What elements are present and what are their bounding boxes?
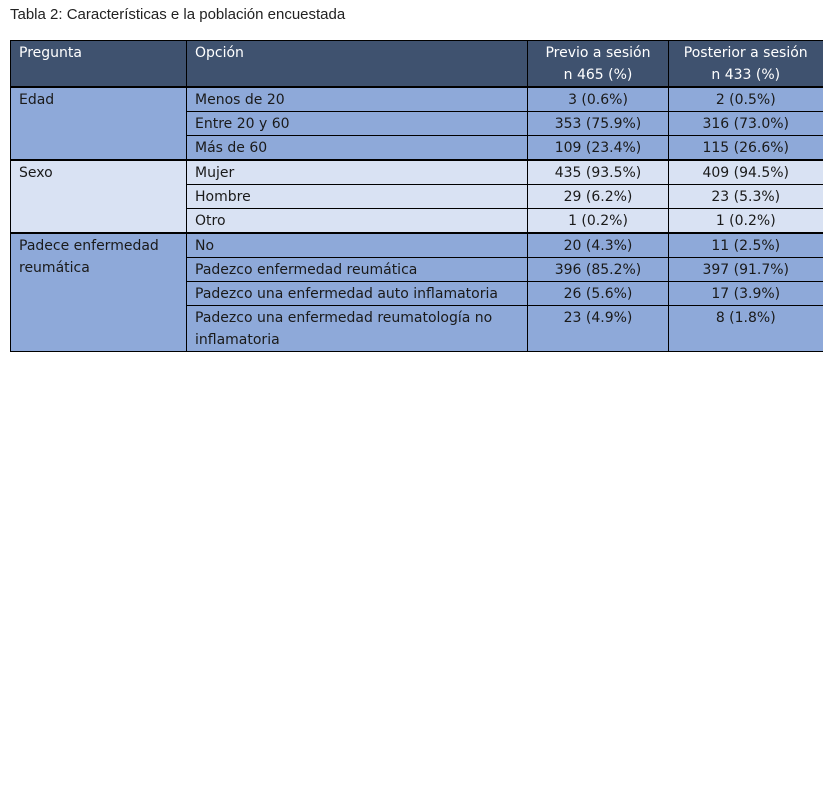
option-cell: Otro bbox=[187, 209, 528, 234]
posterior-cell: 409 (94.5%) bbox=[669, 160, 823, 185]
posterior-cell: 397 (91.7%) bbox=[669, 258, 823, 282]
previo-cell: 435 (93.5%) bbox=[528, 160, 669, 185]
group-label-sexo: Sexo bbox=[11, 160, 187, 233]
header-opcion: Opción bbox=[187, 41, 528, 88]
option-cell: Padezco una enfermedad auto inflamatoria bbox=[187, 282, 528, 306]
posterior-cell: 2 (0.5%) bbox=[669, 87, 823, 112]
option-cell: No bbox=[187, 233, 528, 258]
header-row bbox=[11, 41, 823, 88]
option-cell: Mujer bbox=[187, 160, 528, 185]
previo-cell: 26 (5.6%) bbox=[528, 282, 669, 306]
header-posterior bbox=[669, 41, 823, 88]
table-row bbox=[11, 160, 823, 185]
group-label-edad: Edad bbox=[11, 87, 187, 160]
option-cell: Menos de 20 bbox=[187, 87, 528, 112]
option-cell: Más de 60 bbox=[187, 136, 528, 161]
header-previo bbox=[528, 41, 669, 88]
previo-cell: 109 (23.4%) bbox=[528, 136, 669, 161]
posterior-cell: 11 (2.5%) bbox=[669, 233, 823, 258]
posterior-cell: 316 (73.0%) bbox=[669, 112, 823, 136]
header-previo-n: n 465 (%) bbox=[563, 67, 633, 83]
previo-cell: 1 (0.2%) bbox=[528, 209, 669, 234]
previo-cell: 29 (6.2%) bbox=[528, 185, 669, 209]
previo-cell: 20 (4.3%) bbox=[528, 233, 669, 258]
header-posterior-n: n 433 (%) bbox=[711, 67, 781, 83]
option-cell: Padezco una enfermedad reumatología no inflamatoria bbox=[187, 306, 528, 352]
header-pregunta: Pregunta bbox=[11, 41, 187, 88]
table-row bbox=[11, 87, 823, 112]
posterior-cell: 115 (26.6%) bbox=[669, 136, 823, 161]
previo-cell: 23 (4.9%) bbox=[528, 306, 669, 352]
previo-cell: 3 (0.6%) bbox=[528, 87, 669, 112]
table-row bbox=[11, 233, 823, 258]
option-cell: Entre 20 y 60 bbox=[187, 112, 528, 136]
previo-cell: 353 (75.9%) bbox=[528, 112, 669, 136]
posterior-cell: 8 (1.8%) bbox=[669, 306, 823, 352]
table-caption: Tabla 2: Características e la población encuestada bbox=[10, 6, 346, 23]
option-cell: Hombre bbox=[187, 185, 528, 209]
posterior-cell: 23 (5.3%) bbox=[669, 185, 823, 209]
characteristics-table bbox=[10, 40, 823, 352]
posterior-cell: 17 (3.9%) bbox=[669, 282, 823, 306]
group-label-enfermedad: Padece enfermedad reumática bbox=[11, 233, 187, 352]
header-previo-title: Previo a sesión bbox=[545, 45, 651, 61]
previo-cell: 396 (85.2%) bbox=[528, 258, 669, 282]
header-posterior-title: Posterior a sesión bbox=[683, 45, 808, 61]
posterior-cell: 1 (0.2%) bbox=[669, 209, 823, 234]
option-cell: Padezco enfermedad reumática bbox=[187, 258, 528, 282]
